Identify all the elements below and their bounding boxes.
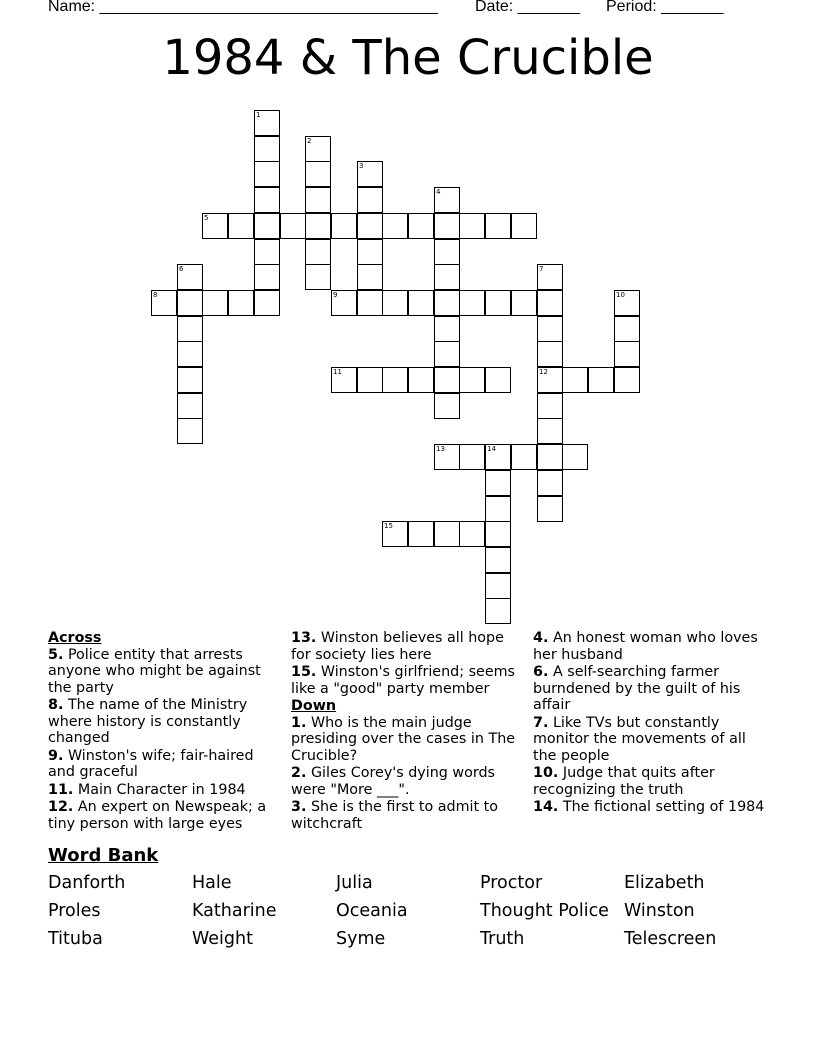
word-bank-title: Word Bank — [48, 845, 159, 866]
grid-cell[interactable] — [382, 367, 408, 393]
grid-cell[interactable] — [357, 264, 383, 290]
clue-down-2: 2. Giles Corey's dying words were "More ___". — [291, 765, 496, 798]
grid-cell[interactable] — [485, 367, 511, 393]
grid-cell[interactable] — [485, 521, 511, 547]
word-bank-item: Syme — [336, 929, 386, 949]
grid-cell[interactable] — [228, 290, 254, 316]
word-bank-item: Danforth — [48, 873, 126, 893]
clue-down-7: 7. Like TVs but constantly monitor the movements of all the people — [533, 714, 746, 764]
page-title: 1984 & The Crucible — [162, 30, 654, 86]
grid-cell[interactable] — [614, 367, 640, 393]
grid-cell[interactable] — [177, 290, 203, 316]
grid-cell[interactable] — [177, 418, 203, 444]
grid-cell[interactable] — [254, 187, 280, 213]
grid-cell[interactable] — [434, 316, 460, 342]
word-bank — [48, 873, 788, 950]
grid-cell[interactable] — [254, 239, 280, 265]
grid-cell[interactable] — [202, 290, 228, 316]
grid-cell[interactable] — [305, 161, 331, 187]
date-field-label[interactable]: Date: _______ — [475, 0, 580, 15]
grid-cell[interactable] — [331, 290, 357, 316]
clue-down-1: 1. Who is the main judge presiding over the cases in The Crucible? — [291, 714, 516, 764]
word-bank-item: Thought Police — [480, 901, 609, 921]
grid-cell[interactable] — [459, 521, 485, 547]
grid-cell[interactable] — [382, 521, 408, 547]
clue-number: 9 — [333, 291, 338, 299]
grid-cell[interactable] — [151, 290, 177, 316]
grid-cell[interactable] — [614, 341, 640, 367]
grid-cell[interactable] — [614, 316, 640, 342]
clue-number: 3 — [359, 162, 364, 170]
grid-cell[interactable] — [485, 598, 511, 624]
grid-cell[interactable] — [485, 470, 511, 496]
clue-number: 12 — [539, 368, 548, 376]
grid-cell[interactable] — [408, 290, 434, 316]
grid-cell[interactable] — [280, 213, 306, 239]
word-bank-item: Katharine — [192, 901, 277, 921]
clue-number: 4 — [436, 188, 441, 196]
grid-cell[interactable] — [434, 239, 460, 265]
grid-cell[interactable] — [228, 213, 254, 239]
grid-cell[interactable] — [177, 264, 203, 290]
grid-cell[interactable] — [537, 470, 563, 496]
clue-number: 2 — [307, 137, 312, 145]
clue-number: 5 — [204, 214, 209, 222]
grid-cell[interactable] — [434, 264, 460, 290]
clue-number: 7 — [539, 265, 544, 273]
grid-cell[interactable] — [254, 213, 280, 239]
grid-cell[interactable] — [177, 393, 203, 419]
grid-cell[interactable] — [511, 213, 537, 239]
grid-cell[interactable] — [357, 213, 383, 239]
grid-cell[interactable] — [305, 187, 331, 213]
grid-cell[interactable] — [357, 290, 383, 316]
clue-number: 11 — [333, 368, 342, 376]
grid-cell[interactable] — [177, 341, 203, 367]
clue-column-1 — [48, 630, 276, 833]
clue-down-6: 6. A self-searching farmer burndened by the guilt of his affair — [533, 664, 741, 713]
clue-number: 10 — [616, 291, 625, 299]
word-bank-item: Julia — [336, 873, 373, 893]
grid-cell[interactable] — [434, 290, 460, 316]
clue-number: 6 — [179, 265, 184, 273]
grid-cell[interactable] — [614, 290, 640, 316]
grid-cell[interactable] — [254, 290, 280, 316]
grid-cell[interactable] — [434, 187, 460, 213]
grid-cell[interactable] — [537, 496, 563, 522]
word-bank-item: Elizabeth — [624, 873, 705, 893]
grid-cell[interactable] — [254, 161, 280, 187]
grid-cell[interactable] — [408, 367, 434, 393]
grid-cell[interactable] — [254, 264, 280, 290]
period-field-label[interactable]: Period: _______ — [606, 0, 724, 15]
clue-number: 8 — [153, 291, 158, 299]
grid-cell[interactable] — [511, 444, 537, 470]
grid-cell[interactable] — [357, 187, 383, 213]
grid-cell[interactable] — [382, 290, 408, 316]
grid-cell[interactable] — [485, 573, 511, 599]
grid-cell[interactable] — [537, 290, 563, 316]
grid-cell[interactable] — [537, 316, 563, 342]
grid-cell[interactable] — [177, 367, 203, 393]
word-bank-item: Oceania — [336, 901, 408, 921]
grid-cell[interactable] — [434, 393, 460, 419]
clue-number: 15 — [384, 522, 393, 530]
clue-down-14: 14. The fictional setting of 1984 — [533, 799, 765, 815]
clue-column-3 — [533, 630, 765, 817]
grid-cell[interactable] — [459, 213, 485, 239]
grid-cell[interactable] — [588, 367, 614, 393]
grid-cell[interactable] — [305, 213, 331, 239]
clue-across-11: 11. Main Character in 1984 — [48, 781, 246, 798]
clue-down-4: 4. An honest woman who loves her husband — [533, 630, 758, 663]
clue-down-10: 10. Judge that quits after recognizing the truth — [533, 765, 715, 798]
grid-cell[interactable] — [485, 444, 511, 470]
grid-cell[interactable] — [537, 444, 563, 470]
grid-cell[interactable] — [485, 547, 511, 573]
grid-cell[interactable] — [177, 316, 203, 342]
clue-down-3: 3. She is the first to admit to witchcraft — [291, 799, 499, 832]
down-heading: Down — [291, 698, 337, 714]
grid-cell[interactable] — [408, 521, 434, 547]
grid-cell[interactable] — [562, 367, 588, 393]
clue-number: 13 — [436, 445, 445, 453]
name-field-label[interactable]: Name: ______________________________________ — [48, 0, 438, 15]
clue-across-5: 5. Police entity that arrests anyone who might be against the party — [48, 646, 261, 696]
grid-cell[interactable] — [485, 290, 511, 316]
grid-cell[interactable] — [537, 341, 563, 367]
grid-cell[interactable] — [459, 367, 485, 393]
grid-cell[interactable] — [537, 264, 563, 290]
grid-cell[interactable] — [254, 136, 280, 162]
clue-number: 14 — [487, 445, 496, 453]
grid-cell[interactable] — [331, 213, 357, 239]
grid-cell[interactable] — [434, 213, 460, 239]
clue-across-12: 12. An expert on Newspeak; a tiny person with large eyes — [48, 799, 267, 832]
grid-cell[interactable] — [331, 367, 357, 393]
word-bank-item: Weight — [192, 929, 253, 949]
grid-cell[interactable] — [485, 213, 511, 239]
grid-cell[interactable] — [434, 341, 460, 367]
clue-across-8: 8. The name of the Ministry where history is constantly changed — [48, 697, 248, 746]
word-bank-item: Proles — [48, 901, 101, 921]
grid-cell[interactable] — [305, 136, 331, 162]
grid-cell[interactable] — [562, 444, 588, 470]
clue-across-15: 15. Winston's girlfriend; seems like a "good" party member — [291, 664, 516, 697]
grid-cell[interactable] — [202, 213, 228, 239]
grid-cell[interactable] — [434, 367, 460, 393]
clue-column-2 — [291, 630, 523, 833]
clue-number: 1 — [256, 111, 261, 119]
word-bank-item: Proctor — [480, 873, 543, 893]
grid-cell[interactable] — [537, 418, 563, 444]
grid-cell[interactable] — [357, 239, 383, 265]
clue-across-9: 9. Winston's wife; fair-haired and graceful — [48, 747, 254, 780]
grid-cell[interactable] — [357, 161, 383, 187]
grid-cell[interactable] — [459, 444, 485, 470]
grid-cell[interactable] — [382, 213, 408, 239]
grid-cell[interactable] — [408, 213, 434, 239]
grid-cell[interactable] — [537, 367, 563, 393]
word-bank-item: Telescreen — [624, 929, 717, 949]
grid-cell[interactable] — [305, 239, 331, 265]
grid-cell[interactable] — [357, 367, 383, 393]
clue-across-13: 13. Winston believes all hope for society lies here — [291, 630, 504, 663]
word-bank-item: Winston — [624, 901, 695, 921]
across-heading: Across — [48, 630, 102, 646]
word-bank-item: Tituba — [48, 929, 103, 949]
grid-cell[interactable] — [459, 290, 485, 316]
grid-cell[interactable] — [434, 444, 460, 470]
word-bank-item: Truth — [480, 929, 525, 949]
grid-cell[interactable] — [254, 110, 280, 136]
word-bank-item: Hale — [192, 873, 232, 893]
grid-cell[interactable] — [537, 393, 563, 419]
grid-cell[interactable] — [305, 264, 331, 290]
grid-cell[interactable] — [485, 496, 511, 522]
grid-cell[interactable] — [434, 521, 460, 547]
grid-cell[interactable] — [511, 290, 537, 316]
